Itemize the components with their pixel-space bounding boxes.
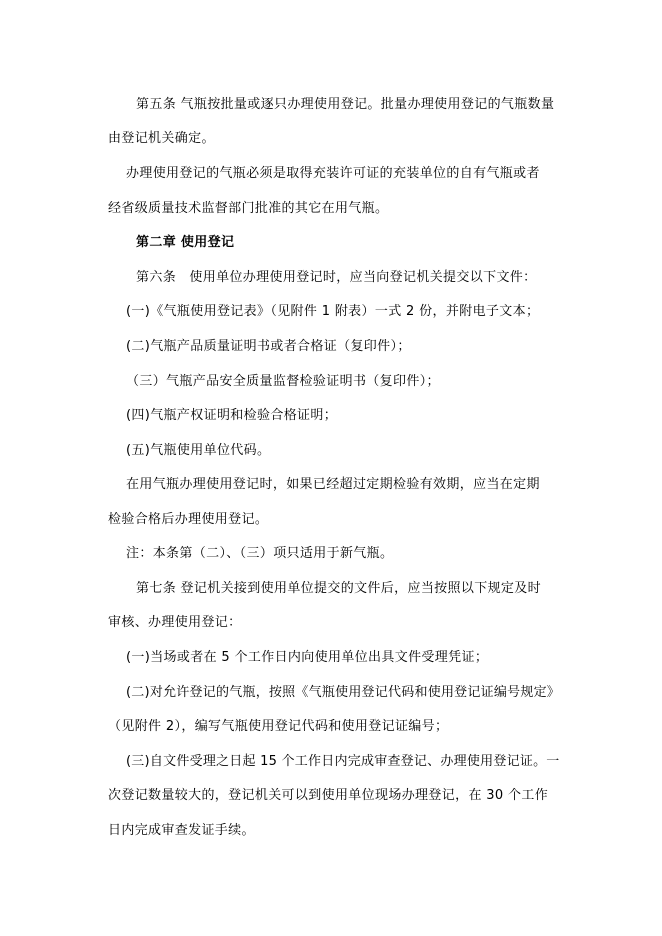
paragraph-line-1: 办理使用登记的气瓶必须是取得充装许可证的充装单位的自有气瓶或者 <box>126 166 540 181</box>
paragraph-line-2: 经省级质量技术监督部门批准的其它在用气瓶。 <box>108 201 389 216</box>
paragraph2-line-2: 检验合格后办理使用登记。 <box>108 512 269 527</box>
note-line: 注：本条第（二）、（三）项只适用于新气瓶。 <box>126 546 394 561</box>
list2-item-1: (一)当场或者在 5 个工作日内向使用单位出具文件受理凭证； <box>126 650 489 665</box>
list2-item-3-line-3: 日内完成审查发证手续。 <box>108 823 255 838</box>
list2-item-3-line-2: 次登记数量较大的，登记机关可以到使用单位现场办理登记，在 30 个工作 <box>108 788 549 803</box>
article-5-line-2: 由登记机关确定。 <box>108 131 215 146</box>
chapter-heading: 第二章 使用登记 <box>136 235 235 250</box>
list2-item-3-line-1: (三)自文件受理之日起 15 个工作日内完成审查登记、办理使用登记证。一 <box>126 754 560 769</box>
list2-item-2-line-2: （见附件 2），编写气瓶使用登记代码和使用登记证编号； <box>108 719 449 734</box>
list-item-2: (二)气瓶产品质量证明书或者合格证（复印件）； <box>126 339 411 354</box>
article-7-line-1: 第七条 登记机关接到使用单位提交的文件后，应当按照以下规定及时 <box>136 581 541 596</box>
paragraph2-line-1: 在用气瓶办理使用登记时，如果已经超过定期检验有效期，应当在定期 <box>126 477 540 492</box>
article-5-line-1: 第五条 气瓶按批量或逐只办理使用登记。批量办理使用登记的气瓶数量 <box>136 97 555 112</box>
list-item-5: (五)气瓶使用单位代码。 <box>126 443 271 458</box>
list-item-3: （三）气瓶产品安全质量监督检验证明书（复印件）； <box>126 374 440 389</box>
article-7-line-2: 审核、办理使用登记： <box>108 615 242 630</box>
list-item-1: (一)《气瓶使用登记表》（见附件 1 附表）一式 2 份，并附电子文本； <box>126 304 540 319</box>
list-item-4: (四)气瓶产权证明和检验合格证明； <box>126 408 338 423</box>
article-6-line: 第六条 使用单位办理使用登记时，应当向登记机关提交以下文件： <box>136 270 537 285</box>
list2-item-2-line-1: (二)对允许登记的气瓶，按照《气瓶使用登记代码和使用登记证编号规定》 <box>126 685 561 700</box>
